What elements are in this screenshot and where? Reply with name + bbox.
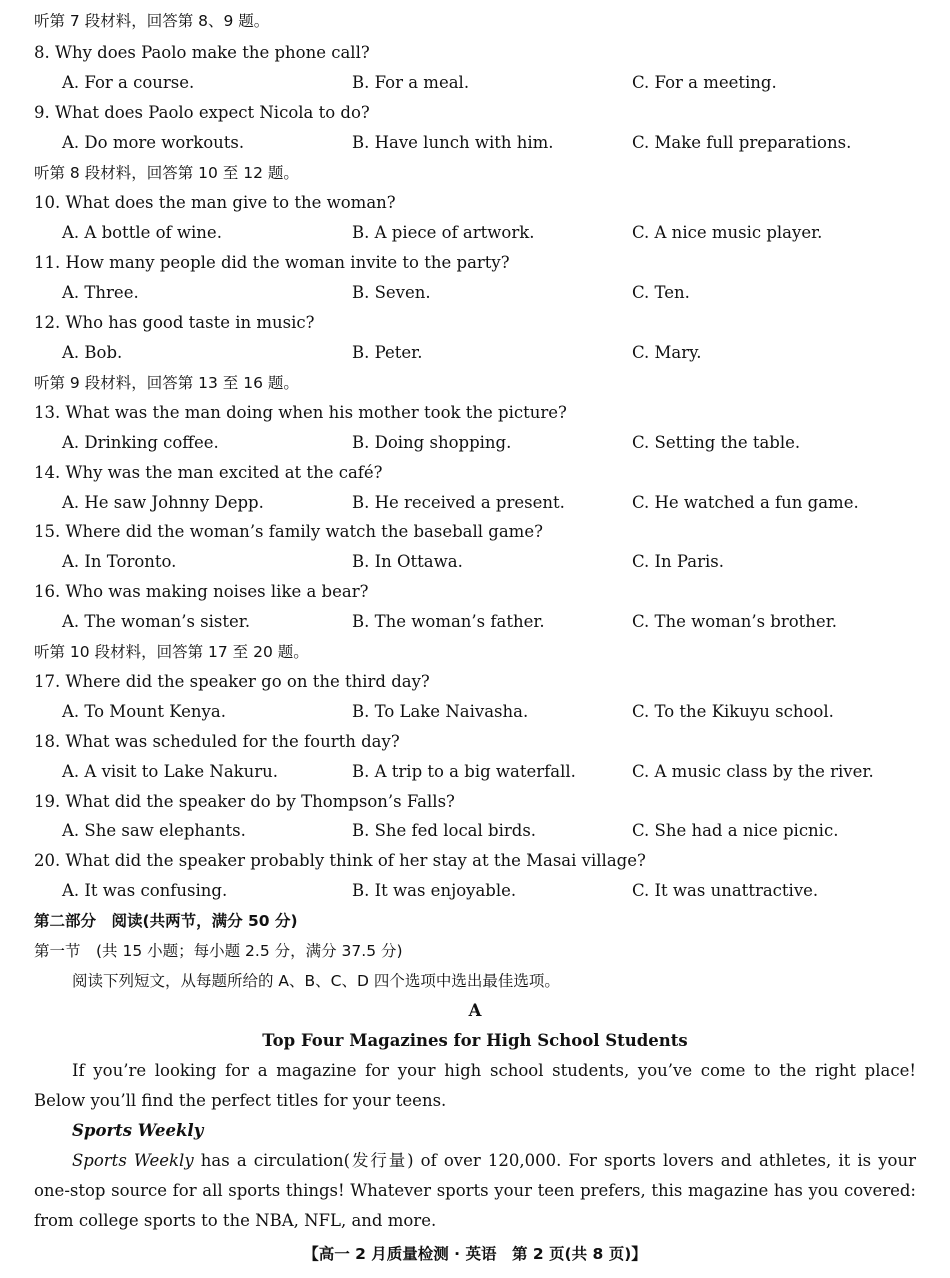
section-one-title: 第一节 (共 15 小题；每小题 2.5 分，满分 37.5 分)	[34, 942, 403, 960]
option-a: A. In Toronto.	[62, 552, 177, 571]
option-a: A. For a course.	[62, 73, 195, 92]
option-b: B. Seven.	[352, 283, 431, 302]
option-a: A. A bottle of wine.	[62, 223, 222, 242]
magazine-1-heading: Sports Weekly	[72, 1121, 204, 1140]
reading-instruction: 阅读下列短文，从每题所给的 A、B、C、D 四个选项中选出最佳选项。	[72, 972, 560, 990]
options-12	[62, 340, 922, 366]
options-17	[62, 699, 922, 725]
option-a: A. He saw Johnny Depp.	[62, 493, 264, 512]
option-c: C. The woman’s brother.	[632, 612, 838, 631]
passage-intro: If you’re looking for a magazine for your high school students, you’ve come to the right place! Below you’ll find the perfect titles for your teens.	[34, 1061, 916, 1110]
magazine-1-paragraph	[34, 1146, 916, 1236]
option-a: A. Bob.	[62, 343, 123, 362]
option-b: B. She fed local birds.	[352, 821, 537, 840]
option-c: C. Ten.	[632, 283, 690, 302]
option-b: B. A piece of artwork.	[352, 223, 535, 242]
options-13	[62, 430, 922, 456]
option-b: B. Doing shopping.	[352, 433, 512, 452]
option-b: B. It was enjoyable.	[352, 881, 517, 900]
option-b: B. In Ottawa.	[352, 552, 463, 571]
options-18	[62, 759, 922, 785]
options-20	[62, 878, 922, 904]
question-17: 17. Where did the speaker go on the third day?	[34, 672, 430, 691]
question-13: 13. What was the man doing when his mother took the picture?	[34, 403, 567, 422]
page-footer: 【高一 2 月质量检测 · 英语 第 2 页(共 8 页)】	[303, 1245, 647, 1263]
options-14	[62, 490, 922, 516]
question-8: 8. Why does Paolo make the phone call?	[34, 43, 370, 62]
options-19	[62, 818, 922, 844]
section-10-instruction: 听第 10 段材料，回答第 17 至 20 题。	[34, 643, 309, 661]
section-8-instruction: 听第 8 段材料，回答第 10 至 12 题。	[34, 164, 299, 182]
options-9	[62, 130, 922, 156]
option-c: C. She had a nice picnic.	[632, 821, 839, 840]
option-a: A. She saw elephants.	[62, 821, 246, 840]
question-14: 14. Why was the man excited at the café?	[34, 463, 383, 482]
section-9-instruction: 听第 9 段材料，回答第 13 至 16 题。	[34, 374, 299, 392]
question-16: 16. Who was making noises like a bear?	[34, 582, 369, 601]
question-15: 15. Where did the woman’s family watch the baseball game?	[34, 522, 543, 541]
question-18: 18. What was scheduled for the fourth day?	[34, 732, 400, 751]
option-c: C. A nice music player.	[632, 223, 823, 242]
options-10	[62, 220, 922, 246]
magazine-1-description: has a circulation(发行量) of over 120,000. For sports lovers and athletes, it is your one-stop source for all sports things! Whatever sports your teen prefers, this magazine has you covered: from college sports to the NBA, NFL, and more.	[34, 1151, 916, 1230]
option-a: A. Drinking coffee.	[62, 433, 219, 452]
option-b: B. Have lunch with him.	[352, 133, 554, 152]
options-8	[62, 70, 922, 96]
options-15	[62, 549, 922, 575]
option-b: B. He received a present.	[352, 493, 565, 512]
option-c: C. Make full preparations.	[632, 133, 852, 152]
option-c: C. In Paris.	[632, 552, 724, 571]
question-11: 11. How many people did the woman invite to the party?	[34, 253, 510, 272]
option-c: C. To the Kikuyu school.	[632, 702, 834, 721]
section-7-instruction: 听第 7 段材料，回答第 8、9 题。	[34, 12, 270, 30]
option-c: C. For a meeting.	[632, 73, 777, 92]
question-20: 20. What did the speaker probably think of her stay at the Masai village?	[34, 851, 646, 870]
option-c: C. Setting the table.	[632, 433, 801, 452]
option-a: A. To Mount Kenya.	[62, 702, 226, 721]
option-c: C. Mary.	[632, 343, 702, 362]
question-10: 10. What does the man give to the woman?	[34, 193, 396, 212]
question-12: 12. Who has good taste in music?	[34, 313, 315, 332]
passage-letter: A	[468, 1001, 482, 1020]
passage-title: Top Four Magazines for High School Students	[262, 1031, 688, 1050]
question-9: 9. What does Paolo expect Nicola to do?	[34, 103, 370, 122]
option-b: B. A trip to a big waterfall.	[352, 762, 576, 781]
option-a: A. The woman’s sister.	[62, 612, 251, 631]
options-16	[62, 609, 922, 635]
option-c: C. A music class by the river.	[632, 762, 874, 781]
part-two-title: 第二部分 阅读(共两节，满分 50 分)	[34, 912, 298, 930]
option-a: A. Do more workouts.	[62, 133, 245, 152]
option-c: C. It was unattractive.	[632, 881, 819, 900]
option-a: A. It was confusing.	[62, 881, 228, 900]
question-19: 19. What did the speaker do by Thompson’s Falls?	[34, 792, 455, 811]
option-b: B. The woman’s father.	[352, 612, 545, 631]
option-a: A. A visit to Lake Nakuru.	[62, 762, 279, 781]
option-c: C. He watched a fun game.	[632, 493, 859, 512]
option-a: A. Three.	[62, 283, 139, 302]
options-11	[62, 280, 922, 306]
option-b: B. To Lake Naivasha.	[352, 702, 529, 721]
magazine-1-inline-name: Sports Weekly	[72, 1151, 194, 1170]
option-b: B. For a meal.	[352, 73, 470, 92]
option-b: B. Peter.	[352, 343, 423, 362]
